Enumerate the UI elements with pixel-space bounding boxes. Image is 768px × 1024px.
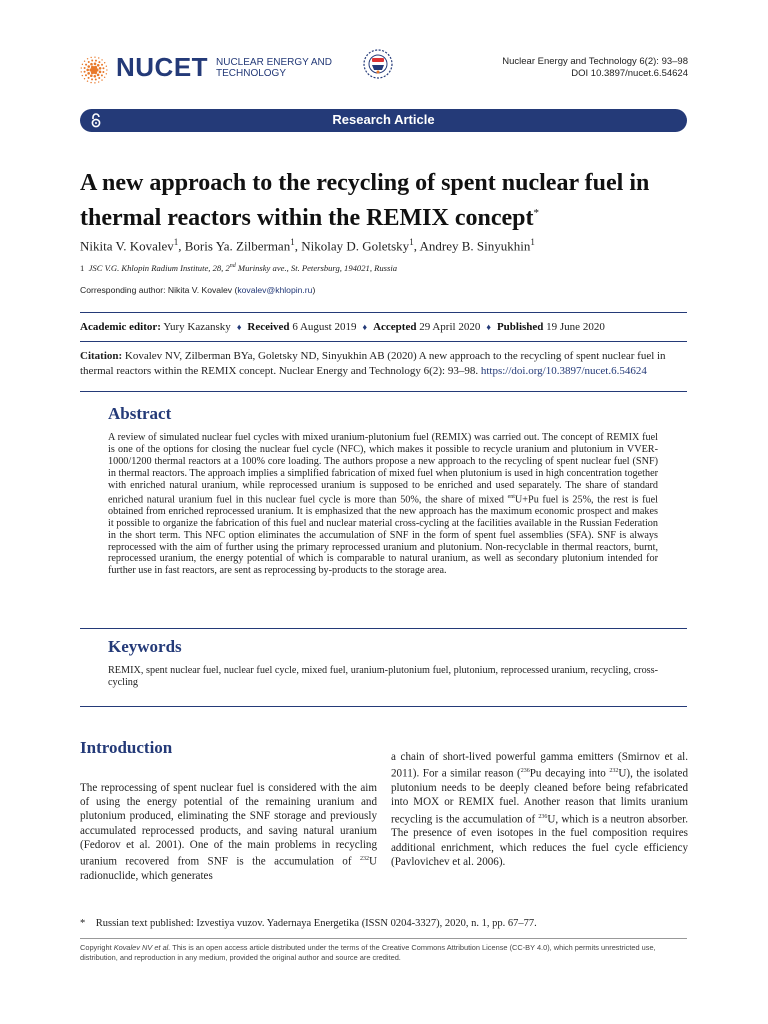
logo-dot	[94, 62, 97, 65]
divider	[80, 312, 687, 313]
logo-dot	[104, 62, 105, 63]
logo-dot	[97, 74, 100, 77]
divider	[80, 341, 687, 342]
keywords-heading: Keywords	[108, 637, 182, 656]
university-emblem-icon	[362, 48, 394, 80]
logo-dot	[82, 75, 83, 76]
logo-dot	[91, 78, 93, 80]
footnote: * Russian text published: Izvestiya vuzov. Yadernaya Energetika (ISSN 0204-3327), 2020, n. 1, pp. 67–77.	[80, 918, 537, 929]
logo-dot	[87, 65, 90, 68]
logo-dot	[94, 75, 97, 78]
logo-dot	[84, 71, 86, 73]
logo-dot	[81, 67, 82, 68]
logo-dot	[99, 67, 102, 70]
journal-reference	[502, 56, 688, 79]
author-list: Nikita V. Kovalev$^1$, Boris Ya. Zilberman$^1$, Nikolay D. Goletsky$^1$, Andrey B. Sinyukhin$^1$	[80, 237, 535, 254]
logo-dot	[84, 61, 85, 62]
divider	[80, 628, 687, 629]
logo-dot	[88, 77, 90, 79]
doi-link[interactable]: https://doi.org/10.3897/nucet.6.54624	[480, 364, 647, 377]
logo-dot	[98, 77, 100, 79]
logo-dot	[81, 71, 82, 72]
article-type-banner	[80, 109, 687, 132]
logo-dot	[102, 67, 104, 69]
logo-dot	[90, 63, 93, 66]
journal-citation-line: Nuclear Energy and Technology 6(2): 93–98	[502, 56, 688, 67]
logo-dot	[84, 67, 86, 69]
logo-dot	[106, 73, 107, 74]
logo-dot	[101, 79, 102, 80]
nucet-logo-burst-icon	[80, 56, 112, 84]
logo-dot	[104, 77, 105, 78]
logo-dot	[87, 58, 88, 59]
journal-logo-subtitle: NUCLEAR ENERGY AND TECHNOLOGY	[216, 57, 332, 79]
journal-doi-line: DOI 10.3897/nucet.6.54624	[571, 67, 688, 79]
introduction-left-column: The reprocessing of spent nuclear fuel is considered with the aim of using the energy potential of the remaining uranium and plutonium produced, eliminating the SNF storage and previously accumulated reprocessed products, and saving natural uranium (Fedorov et al. 2001). One of the main problems in recycling uranium recovered from SNF is the accumulation of $^{232}$U radionuclide, which generates	[80, 782, 377, 882]
article-type-label: Research Article	[332, 112, 435, 127]
logo-dot	[90, 74, 93, 77]
logo-dot	[82, 64, 83, 65]
logo-dot	[98, 81, 99, 82]
logo-dot	[98, 61, 100, 63]
logo-dot	[94, 56, 95, 57]
logo-dot	[90, 57, 91, 58]
logo-dot	[92, 68, 96, 72]
introduction-right-column: a chain of short-lived powerful gamma emitters (Smirnov et al. 2011). For a similar reason ($^{236}$Pu decaying into $^{232}$U), the isolated plutonium needs to be deeply cleaned before being refabricated into MOX or REMIX fuel. Another reason that limits uranium recycling is the accumulation of $^{236}$U, which is a neutron absorber. The presence of even isotopes in the fuel composition requires additional enrichment, which reduces the fuel cycle efficiency (Pavlovichev et al. 2006).	[391, 751, 688, 868]
introduction-heading: Introduction	[80, 738, 173, 757]
logo-dot	[95, 60, 97, 62]
logo-dot	[97, 64, 100, 67]
logo-dot	[98, 57, 99, 58]
divider	[80, 391, 687, 392]
corresponding-email-link[interactable]: kovalev@khlopin.ru	[237, 285, 313, 295]
logo-dot	[85, 64, 87, 66]
abstract-text: A review of simulated nuclear fuel cycles with mixed uranium-plutonium fuel (REMIX) was carried out. The concept of REMIX fuel is one of the options for closing the nuclear fuel cycle (NFC), which makes it possible to recycle uranium and plutonium in VVER-1000/1200 thermal reactors at a 100% core loading. The authors propose a new approach to the recycling of spent nuclear fuel (SNF) in thermal reactors. The approach implies a simplified fabrication of mixed fuel when plutonium is used in high concentration together with enriched natural uranium, while reprocessed uranium is supposed to be enriched and used separately. The share of standard enriched natural uranium fuel in this nuclear fuel cycle is more than 50%, the share of mixed $^{ent}$U+Pu fuel is 25%, the rest is fuel obtained from enriched reprocessed uranium. It is emphasized that the new approach has the maximum economic prospect and makes it possible to organize the fabrication of this fuel and nuclear material cross-cycling at the facilities available in the Russian Federation in the short term. This NFC option eliminates the accumulation of SNF in the form of spent fuel assemblies (SFA). SNF is always reprocessed with the aim of further using the primary reprocessed uranium and plutonium. Non-recyclable in thermal reactors, burnt, reprocessed uranium, the energy potential of which is comparable to natural uranium, as well as secondary plutonium intended for further use in fast reactors, are sent as reprocessing by-products to the storage area.	[108, 432, 658, 577]
logo-dot	[86, 69, 89, 72]
logo-dot	[106, 69, 107, 70]
logo-dot	[101, 64, 103, 66]
logo-dot	[87, 72, 90, 75]
logo-dot	[101, 59, 102, 60]
abstract-heading: Abstract	[108, 404, 172, 423]
logo-dot	[87, 80, 88, 81]
author-affiliation: 1 JSC V.G. Khlopin Radium Institute, 28, 2nd Murinsky ave., St. Petersburg, 194021, Russia	[80, 263, 398, 273]
logo-dot	[95, 78, 97, 80]
logo-dot	[88, 61, 90, 63]
corresponding-author: Corresponding author: Nikita V. Kovalev (kovalev@khlopin.ru)	[80, 285, 316, 295]
editorial-dates: Academic editor: Yury Kazansky ♦ Received 6 August 2019 ♦ Accepted 29 April 2020 ♦ Published 19 June 2020	[80, 321, 605, 333]
keywords-text: REMIX, spent nuclear fuel, nuclear fuel cycle, mixed fuel, uranium-plutonium fuel, plutonium, reprocessed uranium, recycling, cross-cycling	[108, 665, 658, 688]
logo-dot	[106, 66, 107, 67]
logo-dot	[101, 74, 103, 76]
logo-dot	[91, 60, 93, 62]
logo-dot	[94, 82, 95, 83]
divider	[80, 706, 687, 707]
logo-dot	[85, 74, 87, 76]
logo-dot	[84, 78, 85, 79]
copyright-notice: Copyright Kovalev NV et al. This is an open access article distributed under the terms of the Creative Commons Attribution License (CC-BY 4.0), which permits unrestricted use, distribution, and reproduction in any medium, provided the original author and source are credited.	[80, 943, 656, 962]
logo-dot	[102, 71, 104, 73]
divider	[80, 938, 687, 939]
logo-dot	[90, 82, 91, 83]
logo-dot	[99, 71, 102, 74]
journal-logo-text: NUCET	[116, 52, 209, 82]
citation-block: Citation: Kovalev NV, Zilberman BYa, Goletsky ND, Sinyukhin AB (2020) A new approach to the recycling of spent nuclear fuel in thermal reactors within the REMIX concept. Nuclear Energy and Technology 6(2): 93–98. https://doi.org/10.3897/nucet.6.54624	[80, 350, 666, 377]
article-title: A new approach to the recycling of spent nuclear fuel in thermal reactors within the REMIX concept*	[80, 170, 650, 231]
